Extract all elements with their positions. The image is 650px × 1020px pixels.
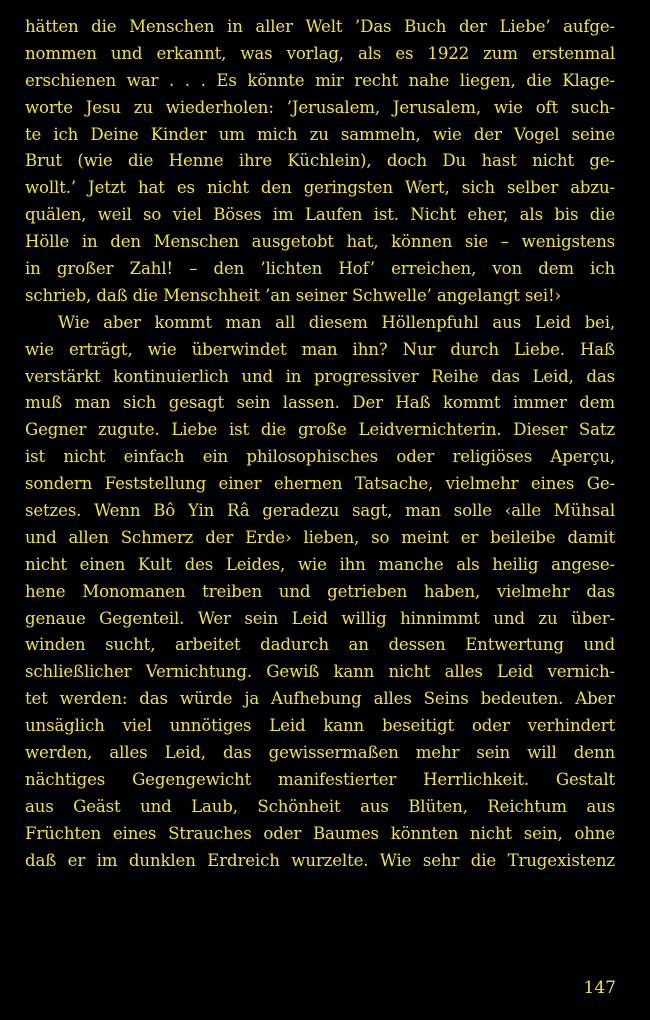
text-line: tet werden: das würde ja Aufhebung alles Seins bedeuten. Aber <box>25 689 615 709</box>
body-text <box>25 14 615 875</box>
text-line: genaue Gegenteil. Wer sein Leid willig hinnimmt und zu über- <box>25 608 615 628</box>
text-line: hätten die Menschen in aller Welt ’Das Buch der Liebe’ aufge- <box>25 17 615 36</box>
text-line: daß er im dunklen Erdreich wurzelte. Wie sehr die Trugexistenz <box>25 850 615 870</box>
text-line: schließlicher Vernichtung. Gewiß kann nicht alles Leid vernich- <box>25 662 615 682</box>
text-line: Hölle in den Menschen ausgetobt hat, können sie – wenigstens <box>25 232 615 252</box>
text-line: wie erträgt, wie überwindet man ihn? Nur durch Liebe. Haß <box>25 339 615 359</box>
text-line: nächtiges Gegengewicht manifestierter Herrlichkeit. Gestalt <box>25 769 615 789</box>
text-line: Früchten eines Strauches oder Baumes könnten nicht sein, ohne <box>25 823 615 843</box>
text-line: aus Geäst und Laub, Schönheit aus Blüten, Reichtum aus <box>25 796 615 816</box>
text-line: werden, alles Leid, das gewissermaßen mehr sein will denn <box>25 743 615 763</box>
page-number: 147 <box>583 978 616 998</box>
paragraph-start-line: Wie aber kommt man all diesem Höllenpfuhl aus Leid bei, <box>58 312 615 332</box>
text-line: sondern Feststellung einer ehernen Tatsache, vielmehr eines Ge- <box>25 474 615 494</box>
text-line: te ich Deine Kinder um mich zu sammeln, wie der Vogel seine <box>25 124 615 144</box>
text-line: quälen, weil so viel Böses im Laufen ist. Nicht eher, als bis die <box>25 205 615 225</box>
text-line: wollt.’ Jetzt hat es nicht den geringsten Wert, sich selber abzu- <box>25 178 615 198</box>
text-line: muß man sich gesagt sein lassen. Der Haß kommt immer dem <box>25 393 615 413</box>
text-line: erschienen war . . . Es könnte mir recht nahe liegen, die Klage- <box>25 70 615 90</box>
text-line: in großer Zahl! – den ’lichten Hof’ erreichen, von dem ich <box>25 259 615 279</box>
text-line: unsäglich viel unnötiges Leid kann beseitigt oder verhindert <box>25 716 615 736</box>
text-line: Brut (wie die Henne ihre Küchlein), doch Du hast nicht ge- <box>25 151 615 171</box>
text-line: Gegner zugute. Liebe ist die große Leidvernichterin. Dieser Satz <box>25 420 615 440</box>
text-line: setzes. Wenn Bô Yin Râ geradezu sagt, man solle ‹alle Mühsal <box>25 501 615 521</box>
text-line: nommen und erkannt, was vorlag, als es 1922 zum erstenmal <box>25 43 615 63</box>
text-line: und allen Schmerz der Erde› lieben, so meint er beileibe damit <box>25 527 615 547</box>
text-line: verstärkt kontinuierlich und in progressiver Reihe das Leid, das <box>25 366 615 386</box>
text-line: winden sucht, arbeitet dadurch an dessen Entwertung und <box>25 635 615 655</box>
paragraph-end-line: schrieb, daß die Menschheit ’an seiner Schwelle’ angelangt sei!› <box>25 285 562 305</box>
text-line: nicht einen Kult des Leides, wie ihn manche als heilig angese- <box>25 554 615 574</box>
text-line: worte Jesu zu wiederholen: ’Jerusalem, Jerusalem, wie oft such- <box>25 97 615 117</box>
text-line: ist nicht einfach ein philosophisches oder religiöses Aperçu, <box>25 447 615 467</box>
text-line: hene Monomanen treiben und getrieben haben, vielmehr das <box>25 581 615 601</box>
